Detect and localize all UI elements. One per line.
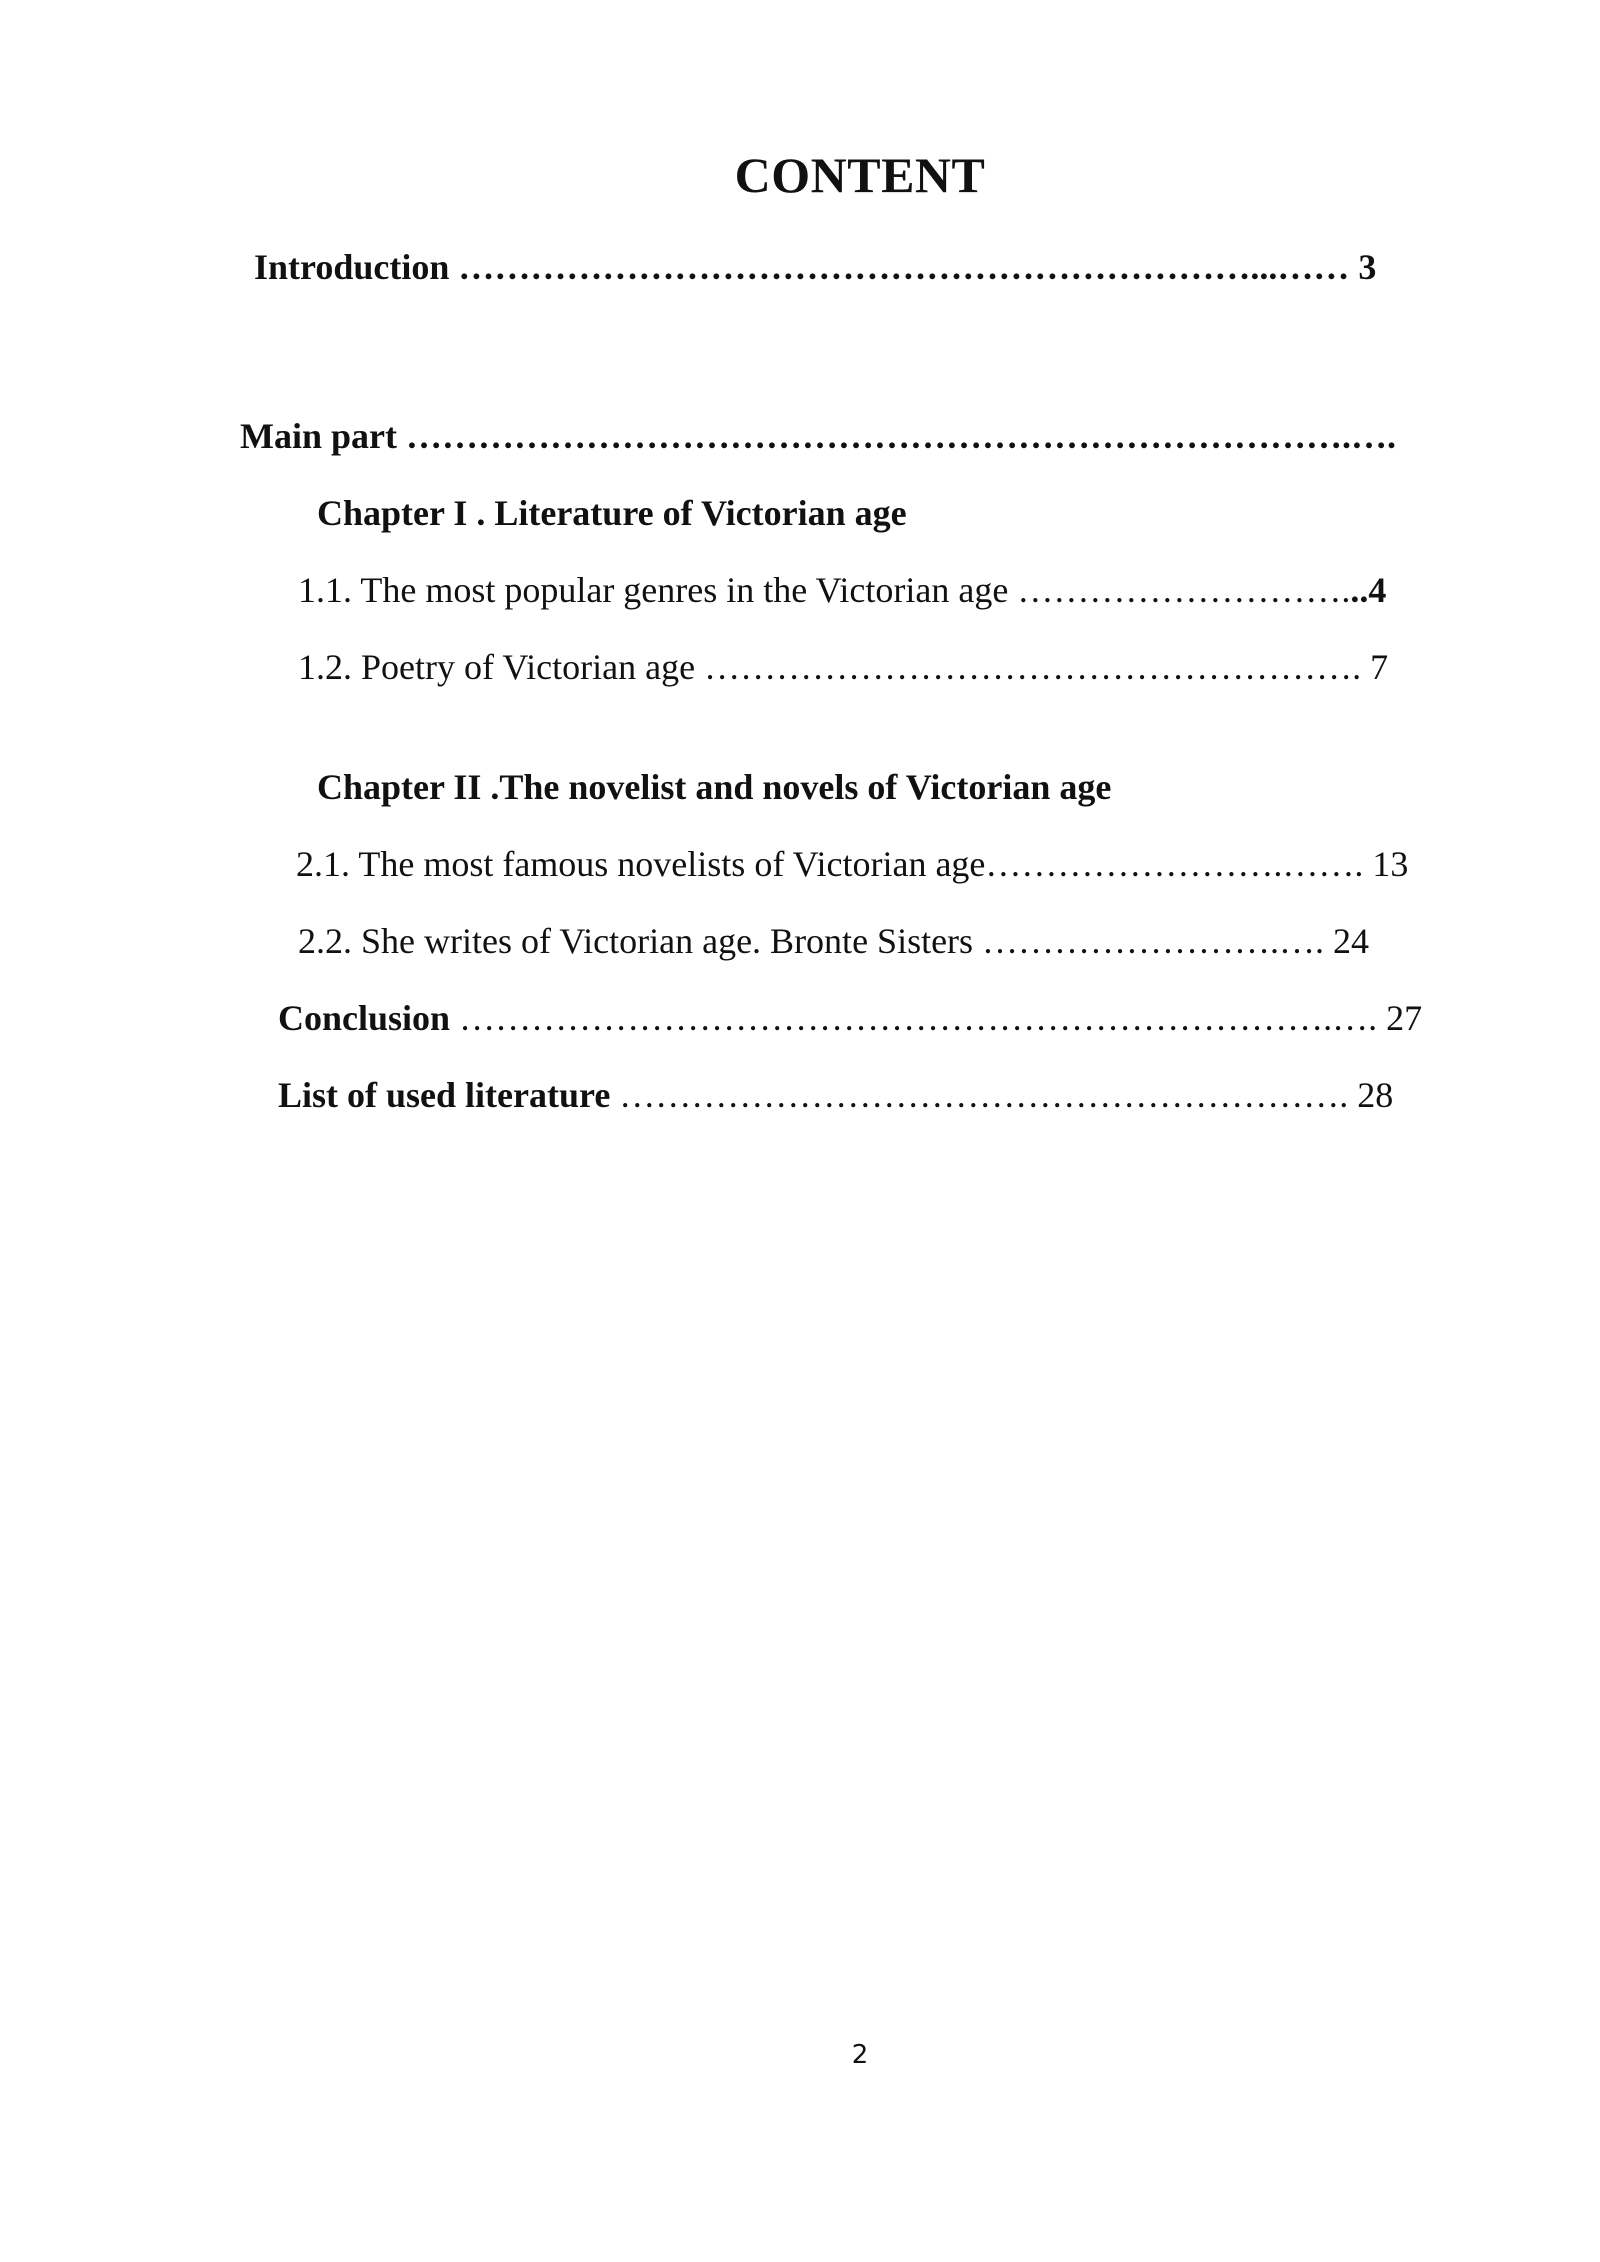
toc-leader: …………………………………………………………………….…. [397, 416, 1396, 456]
toc-entry-list-of-used-literature [278, 1077, 1393, 1113]
toc-page-number: ..4 [1350, 570, 1387, 610]
toc-entry-introduction [254, 249, 1376, 285]
toc-label: List of used literature [278, 1075, 611, 1115]
page-title: CONTENT [734, 147, 986, 203]
toc-entry-main-part [240, 418, 1396, 454]
page-number: 2 [851, 2040, 869, 2070]
toc-entry-1-2: 1.2. Poetry of Victorian age ………………………………………………. 7 [298, 647, 1389, 687]
toc-entry-2-2: 2.2. She writes of Victorian age. Bronte Sisters …………………….…. 24 [298, 921, 1370, 961]
toc-leader: ……………………………………………………………….…. 27 [450, 998, 1423, 1038]
toc-page-number: 3 [1358, 247, 1377, 287]
toc-entry-2-1: 2.1. The most famous novelists of Victorian age…………………….……. 13 [296, 844, 1409, 884]
toc-label: Introduction [254, 247, 450, 287]
toc-entry-1-1 [298, 572, 1386, 608]
toc-entry-text: 1.1. The most popular genres in the Victorian age ………………………. [298, 570, 1351, 610]
toc-leader: ……………………………………………………. 28 [610, 1075, 1394, 1115]
toc-label: Main part [240, 416, 397, 456]
toc-chapter-2-heading: Chapter II .The novelist and novels of Victorian age [317, 767, 1112, 807]
toc-chapter-1-heading: Chapter I . Literature of Victorian age [317, 493, 907, 533]
toc-entry-conclusion [278, 1000, 1422, 1036]
toc-label: Conclusion [278, 998, 451, 1038]
toc-leader: …………………………………………………………...…… [449, 247, 1359, 287]
